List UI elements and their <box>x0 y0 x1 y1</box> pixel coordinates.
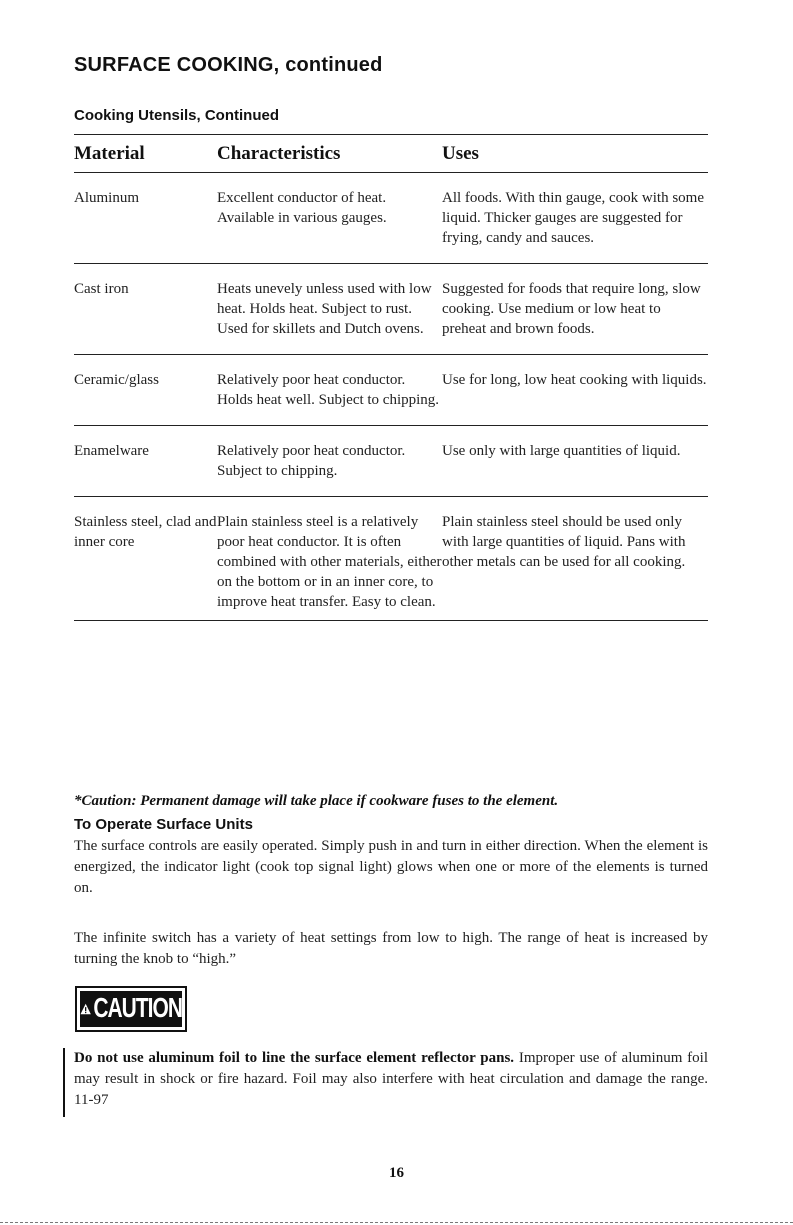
characteristics-cell: Relatively poor heat conductor. Holds heat well. Subject to chipping. <box>217 355 442 426</box>
table-row <box>74 426 708 497</box>
warning-side-bar <box>63 1048 65 1117</box>
uses-cell: Use for long, low heat cooking with liquids. <box>442 355 708 426</box>
page-number: 16 <box>389 1165 404 1181</box>
uses-cell: Plain stainless steel should be used only with large quantities of liquid. Pans with other metals can be used for all cooking. <box>442 497 708 621</box>
material-cell: Enamelware <box>74 426 217 497</box>
characteristics-cell: Excellent conductor of heat. Available in various gauges. <box>217 173 442 264</box>
page-bottom-edge <box>0 1222 793 1223</box>
material-cell: Cast iron <box>74 264 217 355</box>
column-header-uses: Uses <box>442 135 708 173</box>
characteristics-cell: Plain stainless steel is a relatively poor heat conductor. It is often combined with other materials, either on the bottom or in an inner core, to improve heat transfer. Easy to clean. <box>217 497 442 621</box>
uses-cell: Suggested for foods that require long, slow cooking. Use medium or low heat to preheat and brown foods. <box>442 264 708 355</box>
caution-label: CAUTION <box>93 993 182 1024</box>
aluminum-foil-warning <box>74 1048 708 1111</box>
utensil-materials-table <box>74 134 708 621</box>
table-row <box>74 355 708 426</box>
caution-badge-inner <box>80 991 182 1027</box>
warning-text: Improper use of aluminum foil may result in shock or fire hazard. Foil may also interfere with heat circulation and damage the range. 11-97 <box>74 1050 708 1108</box>
warning-bold-text: Do not use aluminum foil to line the surface element reflector pans. <box>74 1050 515 1066</box>
material-cell: Ceramic/glass <box>74 355 217 426</box>
characteristics-cell: Relatively poor heat conductor. Subject to chipping. <box>217 426 442 497</box>
cookware-caution-note: *Caution: Permanent damage will take place if cookware fuses to the element. <box>74 793 559 809</box>
table-row <box>74 173 708 264</box>
column-header-characteristics: Characteristics <box>217 135 442 173</box>
table-row <box>74 497 708 621</box>
uses-cell: All foods. With thin gauge, cook with some liquid. Thicker gauges are suggested for frying, candy and sauces. <box>442 173 708 264</box>
page-title: SURFACE COOKING, continued <box>74 54 383 76</box>
table-header-row <box>74 135 708 173</box>
infinite-switch-paragraph: The infinite switch has a variety of heat settings from low to high. The range of heat is increased by turning the knob to “high.” <box>74 930 708 967</box>
material-cell: Stainless steel, clad and inner core <box>74 497 217 621</box>
section-heading: To Operate Surface Units <box>74 816 253 833</box>
operation-paragraph: The surface controls are easily operated. Simply push in and turn in either direction. When the element is energized, the indicator light (cook top signal light) glows when one or more of the elements is turned on. <box>74 838 708 896</box>
table-row <box>74 264 708 355</box>
characteristics-cell: Heats unevely unless used with low heat. Holds heat. Subject to rust. Used for skillets and Dutch ovens. <box>217 264 442 355</box>
material-cell: Aluminum <box>74 173 217 264</box>
column-header-material: Material <box>74 135 217 173</box>
warning-triangle-icon <box>80 998 91 1020</box>
uses-cell: Use only with large quantities of liquid. <box>442 426 708 497</box>
caution-badge <box>75 986 187 1032</box>
section-subtitle: Cooking Utensils, Continued <box>74 107 279 124</box>
